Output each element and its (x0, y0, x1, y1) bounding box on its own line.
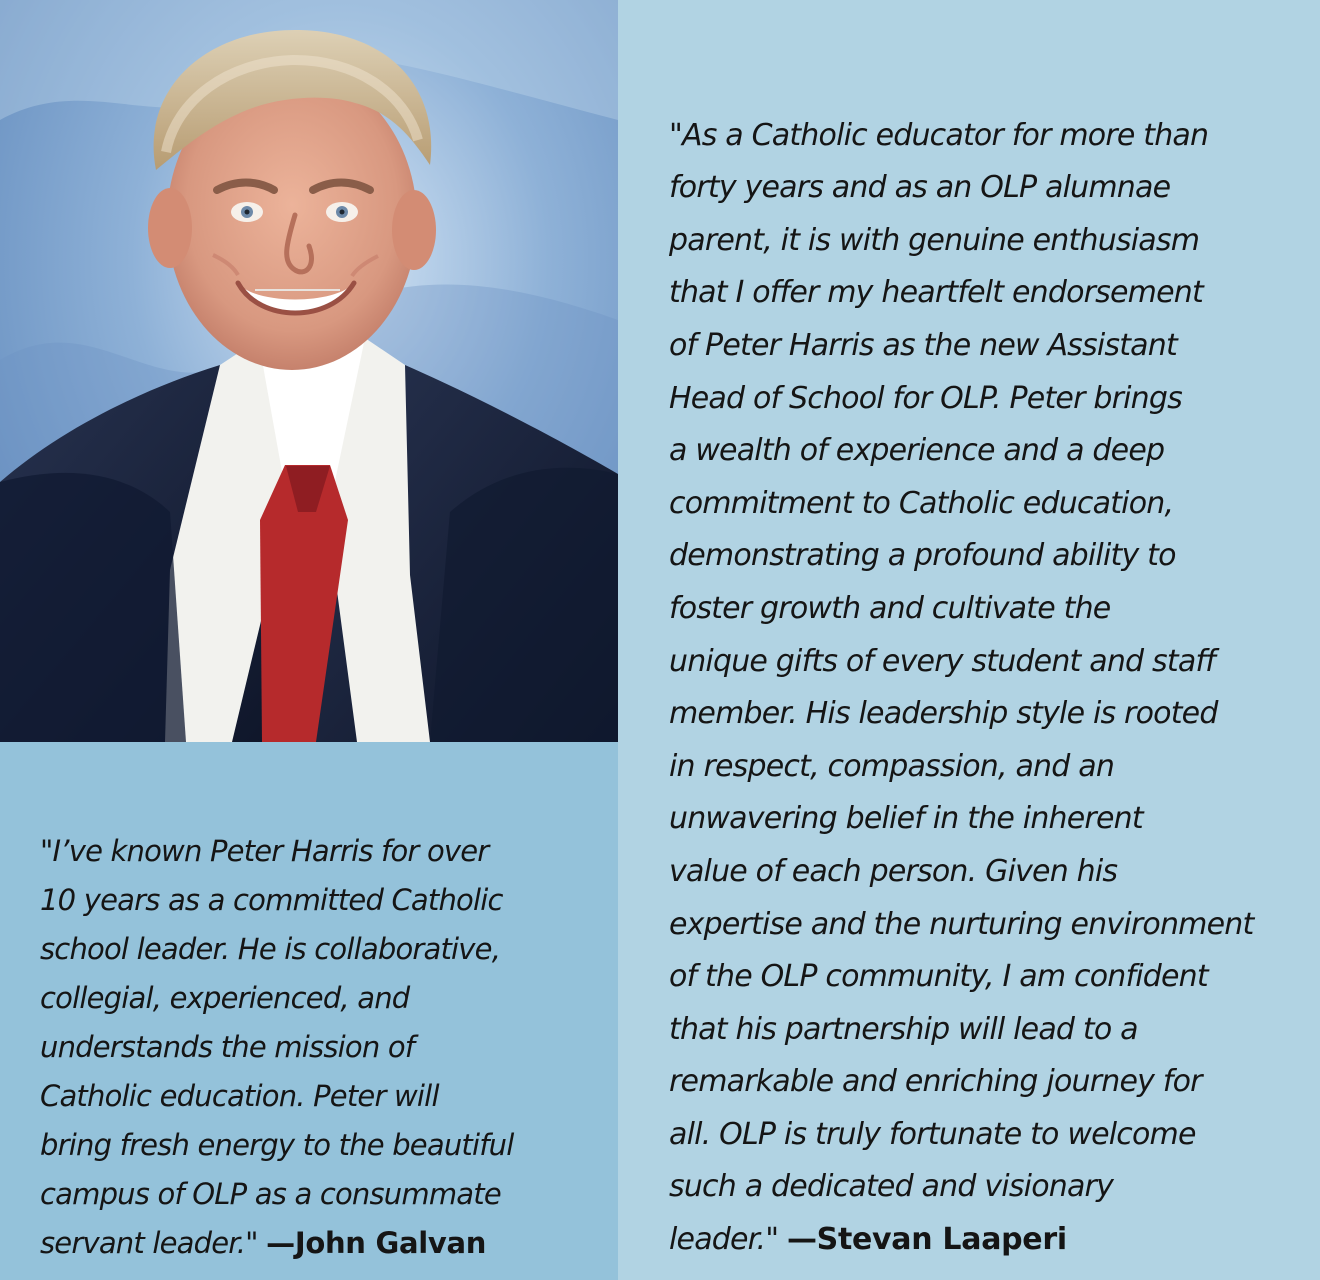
stevan-laaperi-quote (669, 57, 1289, 1267)
john-galvan-quote (40, 778, 590, 1268)
stevan-laaperi-author: —Stevan Laaperi (786, 1222, 1067, 1258)
portrait-photo (0, 0, 618, 742)
john-galvan-author: —John Galvan (266, 1226, 487, 1260)
stevan-laaperi-quote-text: "As a Catholic educator for more than forty years and as an OLP alumnae parent, it is with genuine enthusiasm that I offer my heartfelt endorsement of Peter Harris as the new Assistant Head of School for OLP. Peter brings a wealth of experience and a deep commitment to Catholic education, demonstrating a profound ability to foster growth and cultivate the unique gifts of every student and staff member. His leadership style is rooted in respect, compassion, and an unwavering belief in the inherent value of each person. Given his expertise and the nurturing environment of the OLP community, I am confident that his partnership will lead to a remarkable and enriching journey for all. OLP is truly fortunate to welcome such a dedicated and visionary leader." (669, 117, 1254, 1258)
portrait-illustration (0, 0, 618, 742)
john-galvan-quote-text: "I’ve known Peter Harris for over 10 years as a committed Catholic school leader. He is collaborative, collegial, experienced, and understands the mission of Catholic education. Peter will bring fresh energy to the beautiful campus of OLP as a consummate servant leader." (40, 834, 514, 1260)
